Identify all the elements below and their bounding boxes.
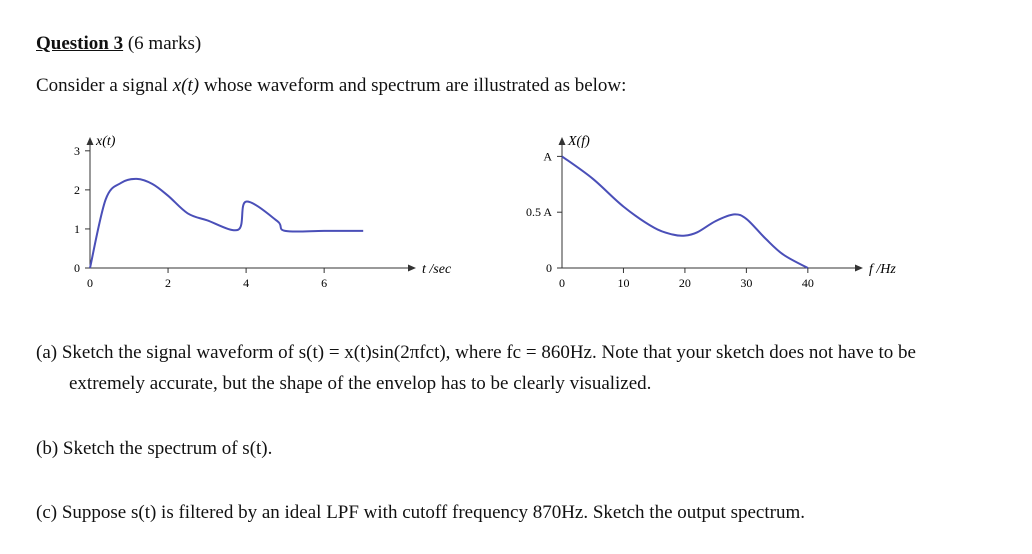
x-tick-label: 0 <box>87 276 93 290</box>
y-axis-title: x(t) <box>96 134 116 149</box>
x-tick-label: 30 <box>740 276 753 290</box>
intro-signal: x(t) <box>172 75 200 96</box>
x-tick-label: 0 <box>559 276 565 290</box>
x-tick-label: 2 <box>165 276 172 290</box>
y-axis-arrow-icon <box>559 137 566 145</box>
x-axis-arrow-icon <box>408 265 416 272</box>
x-tick-label: 20 <box>678 276 691 290</box>
intro-post: whose waveform and spectrum are illustrated as below: <box>199 75 627 96</box>
y-tick-label: A <box>543 149 552 164</box>
intro-text <box>36 75 626 97</box>
x-axis-title: f /Hz <box>869 262 896 277</box>
x-axis-arrow-icon <box>855 265 863 272</box>
y-tick-label: 3 <box>74 143 80 158</box>
x-axis-title: t /sec <box>422 262 452 277</box>
question-marks: (6 marks) <box>123 33 202 54</box>
part-a-line1: (a) Sketch the signal waveform of s(t) = x(t)sin(2πfct), where fc = 860Hz. Note that your sketch does not have to be <box>36 342 916 363</box>
y-tick-label: 1 <box>74 221 80 236</box>
x-tick-label: 4 <box>243 276 250 290</box>
part-a <box>36 337 996 399</box>
part-b: (b) Sketch the spectrum of s(t). <box>36 438 273 459</box>
x-tick-label: 40 <box>801 276 814 290</box>
part-a-line2: extremely accurate, but the shape of the envelop has to be clearly visualized. <box>69 373 652 394</box>
question-number: Question 3 <box>36 33 124 54</box>
x-tick-label: 10 <box>617 276 630 290</box>
spectrum-curve <box>562 156 808 268</box>
waveform-curve <box>90 179 363 268</box>
x-tick-label: 6 <box>321 276 328 290</box>
question-heading <box>36 33 201 55</box>
spectrum-chart <box>505 125 900 300</box>
waveform-chart <box>50 125 460 300</box>
y-tick-label: 0.5 A <box>525 205 552 220</box>
y-tick-label: 2 <box>74 182 80 197</box>
y-axis-title: X(f) <box>568 134 590 149</box>
part-c: (c) Suppose s(t) is filtered by an ideal LPF with cutoff frequency 870Hz. Sketch the output spectrum. <box>36 502 805 523</box>
y-tick-label: 0 <box>74 261 80 275</box>
y-tick-label: 0 <box>546 261 552 275</box>
y-axis-arrow-icon <box>87 137 94 145</box>
intro-pre: Consider a signal <box>36 75 173 96</box>
